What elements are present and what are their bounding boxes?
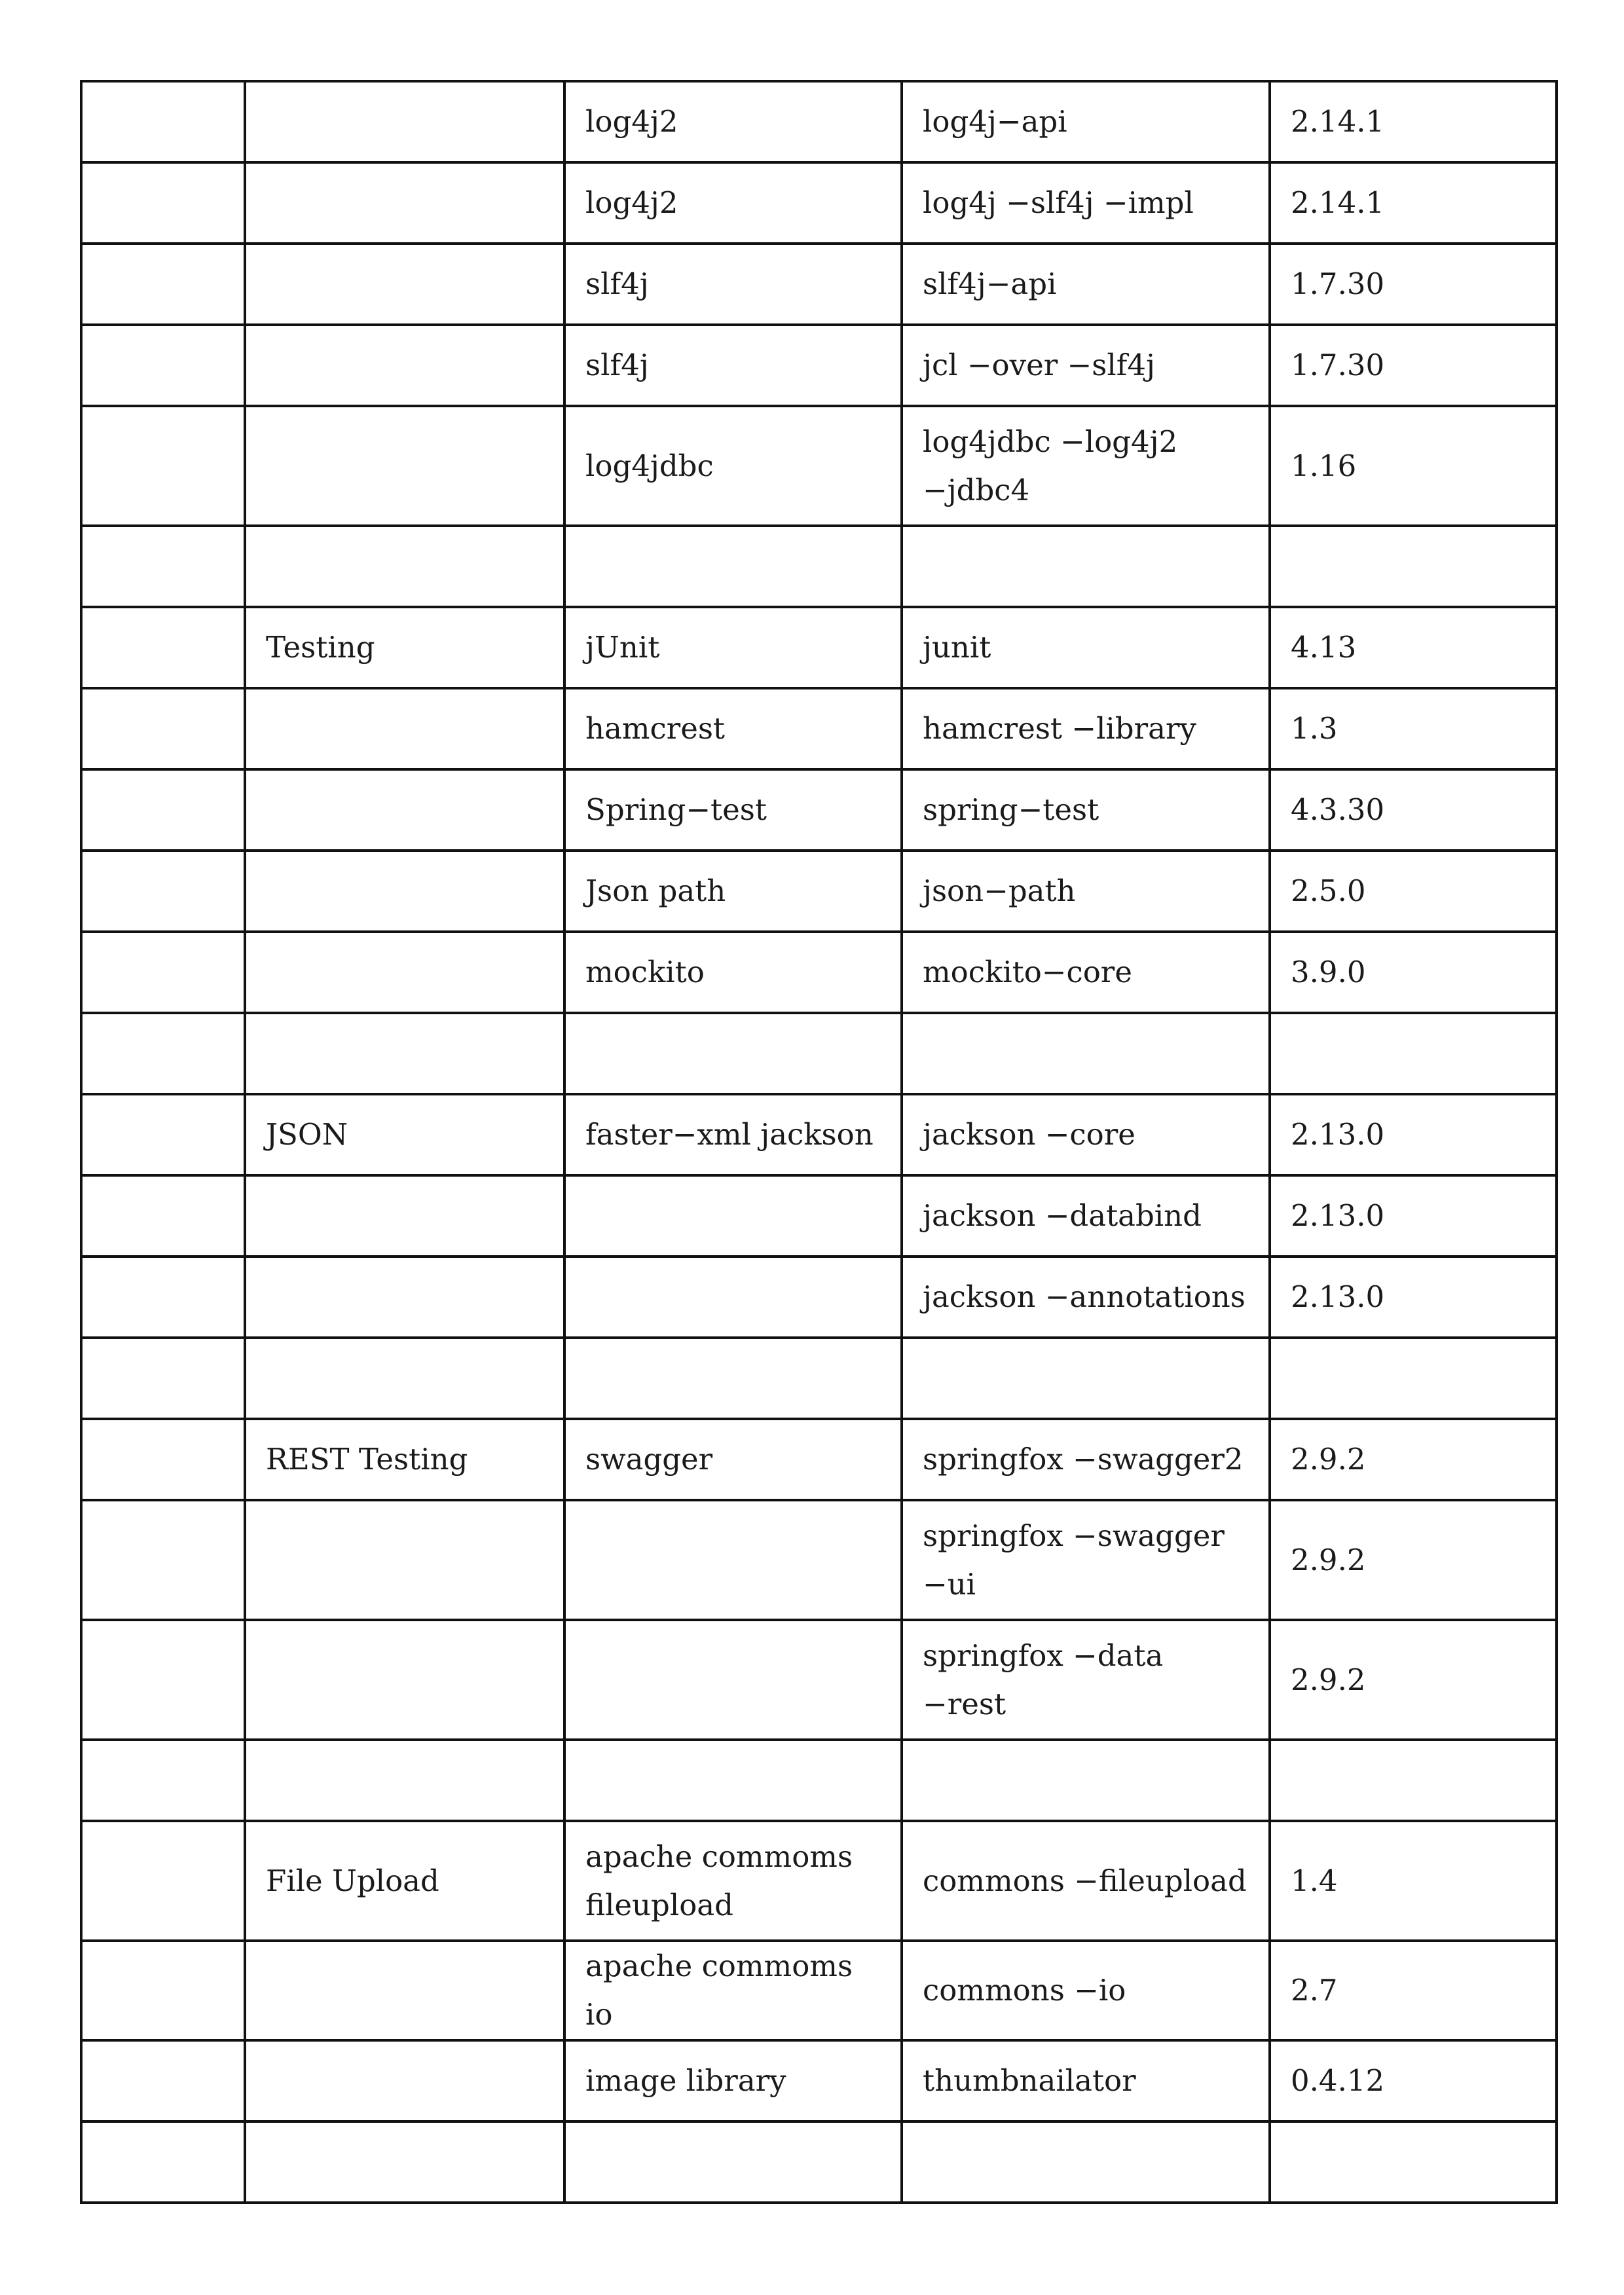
- cell-category: [245, 1941, 564, 2040]
- table-row: [81, 1620, 1557, 1740]
- cell-library: log4jdbc: [564, 406, 902, 526]
- cell-library: [564, 1620, 902, 1740]
- cell-library: [564, 1740, 902, 1821]
- cell-library: hamcrest: [564, 688, 902, 769]
- table-row: [81, 2040, 1557, 2121]
- cell-library: faster−xml jackson: [564, 1094, 902, 1175]
- cell-blank-column: [81, 1941, 245, 2040]
- cell-artifact: thumbnailator: [902, 2040, 1270, 2121]
- dependency-table: [80, 80, 1558, 2204]
- cell-artifact: springfox −swagger2: [902, 1419, 1270, 1500]
- cell-library: [564, 1257, 902, 1338]
- cell-library: [564, 1013, 902, 1094]
- cell-blank-column: [81, 1094, 245, 1175]
- cell-library: Json path: [564, 851, 902, 932]
- cell-library: image library: [564, 2040, 902, 2121]
- cell-library: slf4j: [564, 325, 902, 406]
- table-row: [81, 769, 1557, 851]
- cell-version: [1270, 1338, 1557, 1419]
- cell-version: 1.7.30: [1270, 244, 1557, 325]
- cell-version: 1.7.30: [1270, 325, 1557, 406]
- cell-category: [245, 1500, 564, 1620]
- cell-artifact: log4j −slf4j −impl: [902, 162, 1270, 244]
- cell-blank-column: [81, 244, 245, 325]
- cell-artifact: [902, 1740, 1270, 1821]
- cell-blank-column: [81, 2121, 245, 2203]
- cell-blank-column: [81, 932, 245, 1013]
- cell-version: [1270, 1740, 1557, 1821]
- table-row: [81, 526, 1557, 607]
- cell-blank-column: [81, 162, 245, 244]
- cell-version: [1270, 1013, 1557, 1094]
- cell-artifact: [902, 526, 1270, 607]
- cell-category: File Upload: [245, 1821, 564, 1941]
- cell-category: [245, 1257, 564, 1338]
- cell-artifact: slf4j−api: [902, 244, 1270, 325]
- cell-category: [245, 2121, 564, 2203]
- cell-blank-column: [81, 1419, 245, 1500]
- cell-artifact: jackson −core: [902, 1094, 1270, 1175]
- cell-library: jUnit: [564, 607, 902, 688]
- table-row: [81, 81, 1557, 162]
- table-row: [81, 932, 1557, 1013]
- cell-artifact: commons −io: [902, 1941, 1270, 2040]
- cell-category: [245, 1740, 564, 1821]
- table-row: [81, 1740, 1557, 1821]
- table-row: [81, 1338, 1557, 1419]
- cell-artifact: log4jdbc −log4j2 −jdbc4: [902, 406, 1270, 526]
- cell-version: [1270, 2121, 1557, 2203]
- cell-category: JSON: [245, 1094, 564, 1175]
- cell-blank-column: [81, 1821, 245, 1941]
- cell-blank-column: [81, 607, 245, 688]
- cell-artifact: commons −fileupload: [902, 1821, 1270, 1941]
- cell-library: [564, 2121, 902, 2203]
- cell-artifact: junit: [902, 607, 1270, 688]
- cell-version: 2.14.1: [1270, 162, 1557, 244]
- cell-artifact: hamcrest −library: [902, 688, 1270, 769]
- cell-library: swagger: [564, 1419, 902, 1500]
- cell-category: [245, 406, 564, 526]
- cell-category: [245, 526, 564, 607]
- cell-library: mockito: [564, 932, 902, 1013]
- cell-artifact: jcl −over −slf4j: [902, 325, 1270, 406]
- cell-blank-column: [81, 325, 245, 406]
- cell-blank-column: [81, 851, 245, 932]
- table-row: [81, 1094, 1557, 1175]
- cell-artifact: log4j−api: [902, 81, 1270, 162]
- table-row: [81, 688, 1557, 769]
- cell-version: 2.9.2: [1270, 1620, 1557, 1740]
- cell-artifact: [902, 1013, 1270, 1094]
- cell-version: 2.5.0: [1270, 851, 1557, 932]
- cell-version: 2.13.0: [1270, 1175, 1557, 1257]
- table-row: [81, 851, 1557, 932]
- cell-category: REST Testing: [245, 1419, 564, 1500]
- cell-artifact: [902, 2121, 1270, 2203]
- table-row: [81, 1419, 1557, 1500]
- table-row: [81, 1175, 1557, 1257]
- table-row: [81, 1013, 1557, 1094]
- cell-artifact: jackson −databind: [902, 1175, 1270, 1257]
- cell-category: [245, 2040, 564, 2121]
- cell-category: [245, 81, 564, 162]
- table-row: [81, 1257, 1557, 1338]
- cell-blank-column: [81, 688, 245, 769]
- table-row: [81, 406, 1557, 526]
- cell-category: Testing: [245, 607, 564, 688]
- table-row: [81, 1500, 1557, 1620]
- table-row: [81, 325, 1557, 406]
- table-row: [81, 244, 1557, 325]
- cell-version: 1.4: [1270, 1821, 1557, 1941]
- cell-library: Spring−test: [564, 769, 902, 851]
- cell-artifact: springfox −data −rest: [902, 1620, 1270, 1740]
- cell-category: [245, 325, 564, 406]
- cell-library: [564, 526, 902, 607]
- cell-category: [245, 851, 564, 932]
- table-row: [81, 607, 1557, 688]
- cell-version: [1270, 526, 1557, 607]
- cell-category: [245, 1013, 564, 1094]
- cell-blank-column: [81, 526, 245, 607]
- cell-artifact: [902, 1338, 1270, 1419]
- cell-category: [245, 932, 564, 1013]
- cell-blank-column: [81, 1338, 245, 1419]
- cell-artifact: json−path: [902, 851, 1270, 932]
- cell-blank-column: [81, 769, 245, 851]
- cell-artifact: jackson −annotations: [902, 1257, 1270, 1338]
- cell-blank-column: [81, 81, 245, 162]
- cell-blank-column: [81, 1500, 245, 1620]
- cell-artifact: spring−test: [902, 769, 1270, 851]
- cell-library: apache commoms io: [564, 1941, 902, 2040]
- cell-version: 2.9.2: [1270, 1500, 1557, 1620]
- cell-blank-column: [81, 1013, 245, 1094]
- cell-library: log4j2: [564, 162, 902, 244]
- table-row: [81, 2121, 1557, 2203]
- cell-category: [245, 1338, 564, 1419]
- cell-category: [245, 769, 564, 851]
- cell-category: [245, 688, 564, 769]
- cell-version: 1.16: [1270, 406, 1557, 526]
- cell-artifact: springfox −swagger −ui: [902, 1500, 1270, 1620]
- cell-library: [564, 1175, 902, 1257]
- cell-blank-column: [81, 1620, 245, 1740]
- cell-version: 2.9.2: [1270, 1419, 1557, 1500]
- cell-version: 4.13: [1270, 607, 1557, 688]
- cell-library: apache commoms fileupload: [564, 1821, 902, 1941]
- cell-version: 2.14.1: [1270, 81, 1557, 162]
- cell-blank-column: [81, 406, 245, 526]
- cell-category: [245, 1620, 564, 1740]
- cell-library: log4j2: [564, 81, 902, 162]
- cell-category: [245, 162, 564, 244]
- cell-library: [564, 1500, 902, 1620]
- cell-library: [564, 1338, 902, 1419]
- cell-library: slf4j: [564, 244, 902, 325]
- cell-version: 1.3: [1270, 688, 1557, 769]
- cell-blank-column: [81, 1740, 245, 1821]
- cell-category: [245, 244, 564, 325]
- table-row: [81, 1941, 1557, 2040]
- cell-artifact: mockito−core: [902, 932, 1270, 1013]
- cell-category: [245, 1175, 564, 1257]
- table-row: [81, 1821, 1557, 1941]
- dependency-table-body: [81, 81, 1557, 2203]
- cell-blank-column: [81, 1175, 245, 1257]
- cell-version: 3.9.0: [1270, 932, 1557, 1013]
- cell-version: 2.13.0: [1270, 1257, 1557, 1338]
- cell-version: 0.4.12: [1270, 2040, 1557, 2121]
- table-row: [81, 162, 1557, 244]
- cell-blank-column: [81, 2040, 245, 2121]
- cell-version: 2.13.0: [1270, 1094, 1557, 1175]
- cell-version: 2.7: [1270, 1941, 1557, 2040]
- cell-blank-column: [81, 1257, 245, 1338]
- cell-version: 4.3.30: [1270, 769, 1557, 851]
